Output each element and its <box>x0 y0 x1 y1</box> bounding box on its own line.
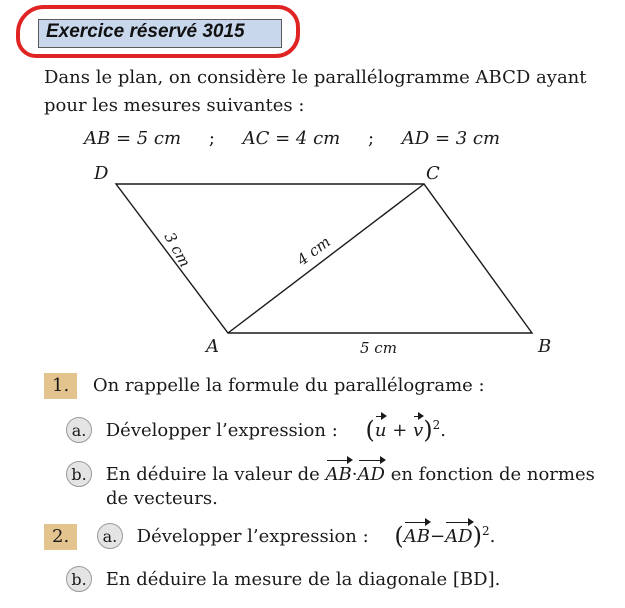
question-2a-text: Développer l’expression : <box>136 526 369 547</box>
question-2 <box>44 522 495 550</box>
dot-product-symbol: · <box>351 464 358 485</box>
vertex-label-a: A <box>206 336 219 357</box>
expression-u-plus-v-squared: $(u + v)^2$. <box>365 416 446 444</box>
vertex-label-b: B <box>538 336 552 357</box>
question-2b-text: En déduire la mesure de la diagonale [BD]. <box>105 569 501 590</box>
diagonal-ac <box>228 184 424 333</box>
question-1b <box>66 460 595 487</box>
question-1 <box>44 373 485 399</box>
question-1a <box>66 416 446 444</box>
exponent: 2 <box>432 418 441 432</box>
question-number-2: 2. <box>44 524 77 550</box>
intro-line-2: pour les mesures suivantes : <box>44 95 305 116</box>
period: . <box>489 526 496 547</box>
sub-label-b: b. <box>66 461 92 487</box>
sub-label-a: a. <box>66 417 92 443</box>
vertex-label-c: C <box>426 163 440 184</box>
length-label-ac: 4 cm <box>293 232 334 270</box>
period: . <box>440 420 446 441</box>
question-1b-text-after: en fonction de normes <box>390 464 595 485</box>
vector-ad: AD <box>445 526 473 547</box>
question-1b-text-before: En déduire la valeur de <box>105 464 320 485</box>
measure-ac: AC = 4 cm <box>242 128 341 149</box>
separator: ; <box>367 128 375 149</box>
question-1a-text: Développer l’expression : <box>105 420 338 441</box>
question-number-1: 1. <box>44 373 77 399</box>
sub-label-b: b. <box>66 566 92 592</box>
parallelogram-figure <box>80 160 580 360</box>
vector-ad: AD <box>357 464 385 485</box>
intro-line-1: Dans le plan, on considère le parallélogramme ABCD ayant <box>44 67 587 88</box>
vector-ab: AB <box>325 464 352 485</box>
vector-v: v <box>413 420 424 441</box>
vector-ab: AB <box>403 526 431 547</box>
exponent: 2 <box>481 524 490 538</box>
exercise-title: Exercice réservé 3015 <box>46 21 245 42</box>
vertex-label-d: D <box>94 163 109 184</box>
expression-ab-minus-ad-squared: $(AB-AD)^2$. <box>394 522 496 550</box>
question-2b <box>66 566 500 592</box>
sub-label-a: a. <box>97 523 123 549</box>
separator: ; <box>208 128 215 149</box>
vector-u: u <box>374 420 387 441</box>
intro-paragraph <box>44 64 614 120</box>
plus-sign: + <box>392 420 408 441</box>
length-label-ad: 3 cm <box>160 229 195 271</box>
measure-ad: AD = 3 cm <box>401 128 501 149</box>
measures-line <box>84 128 500 149</box>
length-label-ab: 5 cm <box>360 339 397 357</box>
measure-ab: AB = 5 cm <box>84 128 182 149</box>
minus-sign: − <box>430 526 446 547</box>
question-1-text: On rappelle la formule du parallélograme : <box>92 375 485 396</box>
question-1b-line-2: de vecteurs. <box>106 488 218 509</box>
red-highlight-circle <box>16 5 300 58</box>
